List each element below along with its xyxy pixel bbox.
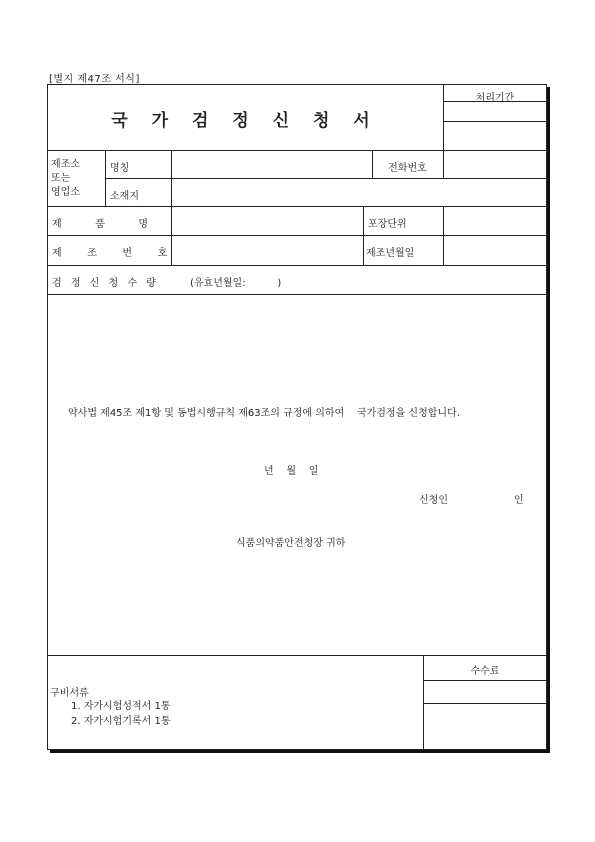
address-label: 소재지 (110, 191, 139, 202)
product-name-label (52, 215, 170, 230)
manufacturing-date-label: 제조년월일 (366, 248, 415, 259)
rule-package-right (443, 206, 444, 265)
form-label: [별지 제47조 서식] (49, 74, 140, 85)
processing-period-label: 처리기간 (475, 93, 515, 104)
product-name-text: 제 품 명 (52, 219, 155, 230)
rule-address-row (47, 206, 547, 207)
rule-fee-mid (423, 703, 547, 704)
rule-name-label (171, 150, 172, 206)
attachment-item-1: 1. 자가시험성적서 1통 (71, 701, 171, 712)
seal-label: 인 (514, 495, 524, 506)
application-date: 년 월 일 (264, 466, 319, 477)
rule-group-label (105, 150, 106, 206)
rule-body-bottom (47, 655, 547, 656)
application-statement: 약사법 제45조 제1항 및 동법시행규칙 제63조의 규정에 의하여 국가검정을 신청합니다. (68, 408, 460, 419)
attachment-item-2: 2. 자가시험기록서 1통 (71, 716, 171, 727)
manufacturer-label-line1: 제조소 (51, 159, 80, 170)
attachments-title: 구비서류 (50, 688, 89, 699)
applicant-label: 신청인 (419, 495, 448, 506)
rule-fee-header (423, 680, 547, 681)
fee-label: 수수료 (470, 666, 500, 677)
manufacturing-number-label: 제 조 번 호 (52, 248, 172, 259)
form-title: 국 가 검 정 신 청 서 (111, 111, 379, 131)
manufacturer-label-line3: 영업소 (51, 187, 80, 198)
package-unit-label: 포장단위 (368, 219, 407, 230)
addressee: 식품의약품안전청장 귀하 (236, 538, 346, 549)
phone-label: 전화번호 (388, 163, 427, 174)
rule-quantity-row (47, 294, 547, 295)
rule-manufacture-row (47, 265, 547, 266)
rule-period-mid (443, 121, 547, 122)
rule-package-left (363, 206, 364, 265)
expiry-date-field[interactable]: (유효년월일: ) (190, 278, 282, 289)
rule-product-row (47, 235, 547, 236)
inspection-quantity-label: 검 정 신 청 수 량 (52, 278, 159, 289)
manufacturer-group-label (51, 158, 80, 200)
rule-title-bottom (47, 150, 547, 151)
name-label: 명칭 (110, 163, 130, 174)
rule-phone-right (443, 150, 444, 178)
manufacturer-label-line2: 또는 (51, 173, 71, 184)
